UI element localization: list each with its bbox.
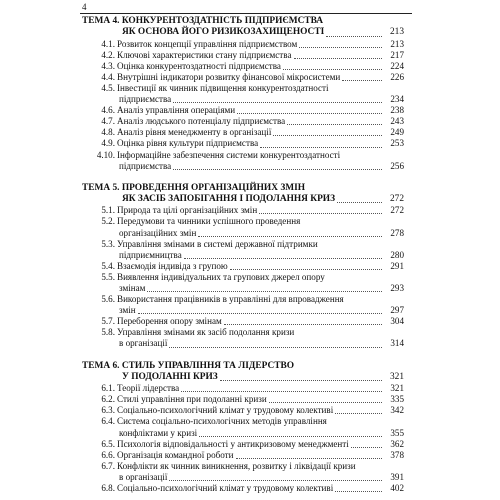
toc-entry bbox=[82, 61, 404, 72]
toc-entry bbox=[82, 461, 404, 472]
dot-leader bbox=[237, 113, 382, 114]
dot-leader bbox=[287, 124, 382, 125]
entry-title: Соціально-психологічний клімат у трудовому колективі bbox=[117, 482, 334, 493]
dot-leader bbox=[269, 402, 382, 403]
dot-leader bbox=[351, 447, 382, 448]
dot-leader bbox=[138, 313, 382, 314]
entry-page-number: 280 bbox=[390, 249, 404, 260]
dot-leader bbox=[335, 413, 382, 414]
toc-entry bbox=[82, 116, 404, 127]
dot-leader bbox=[259, 213, 382, 214]
entry-title: Взаємодія індивіда з групою bbox=[117, 260, 228, 271]
theme-title-line: ЯК ОСНОВА ЙОГО РИЗИКОЗАХИЩЕНОСТІ bbox=[122, 27, 325, 38]
toc-entry-continued bbox=[82, 250, 404, 261]
entry-title: Передумови та чинники успішного проведення bbox=[117, 216, 301, 227]
entry-title: підприємства bbox=[119, 160, 172, 171]
entry-title: змін bbox=[119, 305, 136, 316]
theme-page-number: 321 bbox=[389, 371, 404, 382]
dot-leader bbox=[335, 491, 382, 492]
theme-title bbox=[82, 16, 404, 27]
entry-number: 5.6. bbox=[101, 294, 115, 305]
entry-number: 6.8. bbox=[101, 482, 115, 493]
entry-page-number: 272 bbox=[390, 205, 404, 216]
dot-leader bbox=[337, 202, 382, 203]
toc-entry bbox=[82, 450, 404, 461]
theme-title bbox=[82, 183, 404, 194]
entry-title: Стилі управління при подоланні кризи bbox=[117, 394, 267, 405]
theme-title-line: ТЕМА 6. СТИЛЬ УПРАВЛІННЯ ТА ЛІДЕРСТВО bbox=[82, 360, 295, 371]
dot-leader bbox=[342, 80, 382, 81]
entry-title: Інформаційне забезпечення системи конкурентоздатності bbox=[117, 149, 341, 160]
header-rule bbox=[80, 13, 412, 14]
entry-number: 6.2. bbox=[101, 394, 115, 405]
toc-entry bbox=[82, 83, 404, 94]
toc-entry bbox=[82, 216, 404, 227]
entry-title: організаційних змін bbox=[119, 227, 197, 238]
toc-entry bbox=[82, 383, 404, 394]
entry-page-number: 335 bbox=[390, 394, 404, 405]
entry-title: Управління змінами в системі державної підтримки bbox=[117, 238, 318, 249]
toc-entry bbox=[82, 150, 404, 161]
entry-page-number: 291 bbox=[390, 260, 404, 271]
entry-number: 4.3. bbox=[101, 60, 115, 71]
entry-number: 6.6. bbox=[101, 449, 115, 460]
entry-number: 5.4. bbox=[101, 260, 115, 271]
entry-title: Використання працівників в управлінні для впровадження bbox=[117, 294, 344, 305]
entry-number: 4.8. bbox=[101, 127, 115, 138]
entry-page-number: 362 bbox=[390, 438, 404, 449]
entry-number: 6.4. bbox=[101, 416, 115, 427]
toc-entry-continued bbox=[82, 94, 404, 105]
entry-number: 4.7. bbox=[101, 116, 115, 127]
entry-title: Інвестиції як чинник підвищення конкурентоздатності bbox=[117, 82, 329, 93]
toc-entry bbox=[82, 327, 404, 338]
toc-entry bbox=[82, 261, 404, 272]
toc-entry-continued bbox=[82, 338, 404, 349]
entry-page-number: 297 bbox=[390, 305, 404, 316]
entry-page-number: 391 bbox=[390, 471, 404, 482]
entry-number: 4.5. bbox=[101, 82, 115, 93]
entry-title: Виявлення індивідуальних та групових джерел опору bbox=[117, 271, 325, 282]
dot-leader bbox=[181, 391, 382, 392]
toc-entry bbox=[82, 105, 404, 116]
toc-entry-continued bbox=[82, 305, 404, 316]
toc-entry-continued bbox=[82, 283, 404, 294]
toc-entry bbox=[82, 72, 404, 83]
entry-number: 6.7. bbox=[101, 460, 115, 471]
section-gap bbox=[82, 350, 404, 361]
entry-page-number: 314 bbox=[390, 338, 404, 349]
toc-entry-continued bbox=[82, 428, 404, 439]
entry-title: в організації bbox=[119, 471, 168, 482]
entry-number: 5.2. bbox=[101, 216, 115, 227]
dot-leader bbox=[273, 135, 382, 136]
dot-leader bbox=[198, 236, 382, 237]
theme-section bbox=[82, 16, 404, 172]
theme-section bbox=[82, 361, 404, 495]
entry-number: 4.4. bbox=[101, 71, 115, 82]
dot-leader bbox=[230, 269, 382, 270]
entry-title: Оцінка рівня культури підприємства bbox=[117, 138, 259, 149]
entry-title: Аналіз управління операціями bbox=[117, 105, 236, 116]
dot-leader bbox=[224, 324, 382, 325]
toc-entry bbox=[82, 39, 404, 50]
theme-page-number: 213 bbox=[389, 27, 404, 38]
entry-title: змінам bbox=[119, 282, 146, 293]
entry-number: 6.1. bbox=[101, 383, 115, 394]
entry-title: Ключові характеристики стану підприємства bbox=[117, 49, 292, 60]
dot-leader bbox=[326, 36, 382, 37]
dot-leader bbox=[169, 480, 382, 481]
entry-number: 5.1. bbox=[101, 205, 115, 216]
entry-page-number: 234 bbox=[390, 94, 404, 105]
dot-leader bbox=[260, 147, 382, 148]
entry-page-number: 355 bbox=[390, 427, 404, 438]
section-gap bbox=[82, 172, 404, 183]
entry-page-number: 321 bbox=[390, 383, 404, 394]
entry-page-number: 224 bbox=[390, 60, 404, 71]
entry-title: Система соціально-психологічних методів управління bbox=[117, 416, 327, 427]
entry-page-number: 243 bbox=[390, 116, 404, 127]
entry-page-number: 378 bbox=[390, 449, 404, 460]
toc-entry bbox=[82, 138, 404, 149]
theme-section bbox=[82, 183, 404, 350]
entry-page-number: 213 bbox=[390, 38, 404, 49]
toc-entry bbox=[82, 439, 404, 450]
dot-leader bbox=[147, 291, 382, 292]
theme-title-continued bbox=[82, 27, 404, 38]
entry-page-number: 304 bbox=[390, 316, 404, 327]
entry-title: Управління змінами як засіб подолання кризи bbox=[117, 327, 295, 338]
toc-entry-continued bbox=[82, 228, 404, 239]
entry-title: Внутрішні індикатори розвитку фінансової мікросистеми bbox=[117, 71, 341, 82]
entry-title: Теорії лідерства bbox=[117, 383, 180, 394]
theme-title-continued bbox=[82, 372, 404, 383]
entry-title: Аналіз людського потенціалу підприємства bbox=[117, 116, 286, 127]
theme-title-continued bbox=[82, 194, 404, 205]
entry-title: Природа та цілі організаційних змін bbox=[117, 205, 258, 216]
entry-title: Конфлікти як чинник виникнення, розвитку і ліквідації кризи bbox=[117, 460, 356, 471]
dot-leader bbox=[173, 169, 382, 170]
entry-number: 4.9. bbox=[101, 138, 115, 149]
entry-title: Розвиток концепції управління підприємством bbox=[117, 38, 298, 49]
entry-title: Психологія відповідальності у антикризовому менеджменті bbox=[117, 438, 349, 449]
entry-number: 5.3. bbox=[101, 238, 115, 249]
entry-title: підприємництва bbox=[119, 249, 182, 260]
entry-title: Оцінка конкурентоздатності підприємства bbox=[117, 60, 281, 71]
theme-title-line: У ПОДОЛАННІ КРИЗ bbox=[122, 371, 218, 382]
entry-page-number: 278 bbox=[390, 227, 404, 238]
entry-title: Соціально-психологічний клімат у трудовому колективі bbox=[117, 405, 334, 416]
toc-entry bbox=[82, 483, 404, 494]
entry-number: 4.1. bbox=[101, 38, 115, 49]
toc-entry bbox=[82, 394, 404, 405]
toc-entry bbox=[82, 405, 404, 416]
table-of-contents bbox=[82, 16, 404, 494]
entry-page-number: 238 bbox=[390, 105, 404, 116]
entry-number: 5.7. bbox=[101, 316, 115, 327]
entry-page-number: 226 bbox=[390, 71, 404, 82]
toc-entry-continued bbox=[82, 161, 404, 172]
page-number: 4 bbox=[82, 2, 87, 12]
entry-page-number: 402 bbox=[390, 482, 404, 493]
dot-leader bbox=[283, 69, 382, 70]
entry-title: Аналіз рівня менеджменту в організації bbox=[117, 127, 272, 138]
entry-number: 4.10. bbox=[96, 149, 115, 160]
entry-page-number: 249 bbox=[390, 127, 404, 138]
entry-page-number: 342 bbox=[390, 405, 404, 416]
dot-leader bbox=[184, 258, 382, 259]
toc-entry-continued bbox=[82, 472, 404, 483]
entry-number: 5.8. bbox=[101, 327, 115, 338]
dot-leader bbox=[173, 102, 382, 103]
entry-title: в організації bbox=[119, 338, 168, 349]
dot-leader bbox=[199, 436, 382, 437]
toc-entry bbox=[82, 272, 404, 283]
entry-number: 6.5. bbox=[101, 438, 115, 449]
toc-entry bbox=[82, 50, 404, 61]
toc-entry bbox=[82, 205, 404, 216]
theme-title bbox=[82, 361, 404, 372]
theme-page-number: 272 bbox=[389, 194, 404, 205]
theme-title-line: ТЕМА 5. ПРОВЕДЕННЯ ОРГАНІЗАЦІЙНИХ ЗМІН bbox=[82, 182, 306, 193]
entry-page-number: 256 bbox=[390, 160, 404, 171]
entry-page-number: 293 bbox=[390, 282, 404, 293]
dot-leader bbox=[169, 347, 382, 348]
entry-number: 4.2. bbox=[101, 49, 115, 60]
entry-number: 6.3. bbox=[101, 405, 115, 416]
entry-title: Переборення опору змінам bbox=[117, 316, 222, 327]
theme-title-line: ТЕМА 4. КОНКУРЕНТОЗДАТНІСТЬ ПІДПРИЄМСТВА bbox=[82, 16, 324, 26]
entry-number: 5.5. bbox=[101, 271, 115, 282]
toc-entry bbox=[82, 127, 404, 138]
dot-leader bbox=[220, 380, 382, 381]
entry-number: 4.6. bbox=[101, 105, 115, 116]
theme-title-line: ЯК ЗАСІБ ЗАПОБІГАННЯ І ПОДОЛАННЯ КРИЗ bbox=[122, 194, 336, 205]
toc-entry bbox=[82, 416, 404, 427]
toc-entry bbox=[82, 294, 404, 305]
dot-leader bbox=[236, 458, 382, 459]
entry-page-number: 253 bbox=[390, 138, 404, 149]
toc-entry bbox=[82, 239, 404, 250]
entry-title: підприємства bbox=[119, 94, 172, 105]
dot-leader bbox=[299, 47, 382, 48]
toc-entry bbox=[82, 316, 404, 327]
entry-title: Організація командної роботи bbox=[117, 449, 234, 460]
entry-title: конфліктами у кризі bbox=[119, 427, 198, 438]
entry-page-number: 217 bbox=[390, 49, 404, 60]
dot-leader bbox=[294, 58, 383, 59]
